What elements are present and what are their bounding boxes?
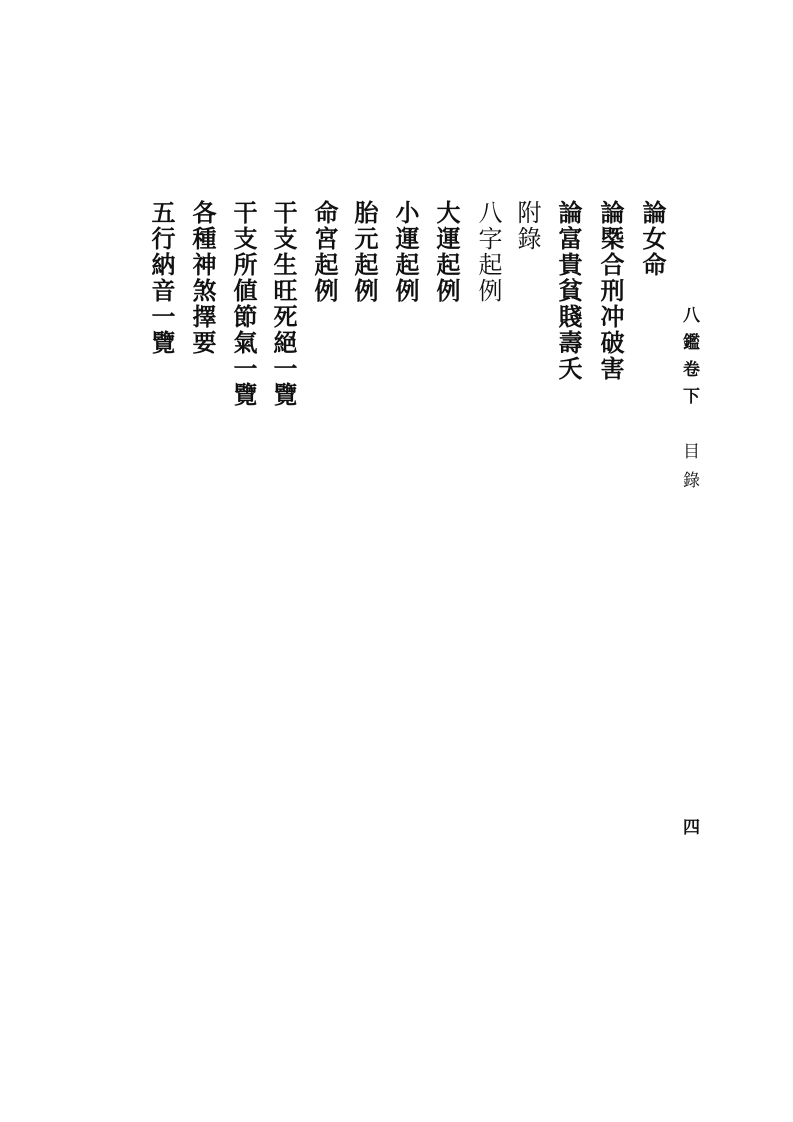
toc-entry: 八字起例 <box>474 200 502 304</box>
toc-entry: 胎元起例 <box>350 200 379 304</box>
toc-entry: 干支生旺死絕一覽 <box>269 200 298 408</box>
toc-entry: 論女命 <box>638 200 667 278</box>
page-number: 四 <box>679 818 699 835</box>
toc-entry: 論㮣合刑冲破害 <box>596 200 625 382</box>
toc-entry: 干支所値節氣一覽 <box>229 200 258 408</box>
toc-entry: 論富貴貧賤壽夭 <box>554 200 583 382</box>
toc-entry: 五行納音一覽 <box>147 200 176 356</box>
section-label: 目錄 <box>679 442 699 500</box>
toc-appendix-heading: 附錄 <box>513 200 541 252</box>
toc-entry: 大運起例 <box>432 200 461 304</box>
toc-entry: 小運起例 <box>391 200 420 304</box>
volume-title: 八鑑卷下 <box>679 306 699 414</box>
toc-entry: 各種神煞擇要 <box>188 200 217 356</box>
toc-entry: 命宮起例 <box>310 200 339 304</box>
